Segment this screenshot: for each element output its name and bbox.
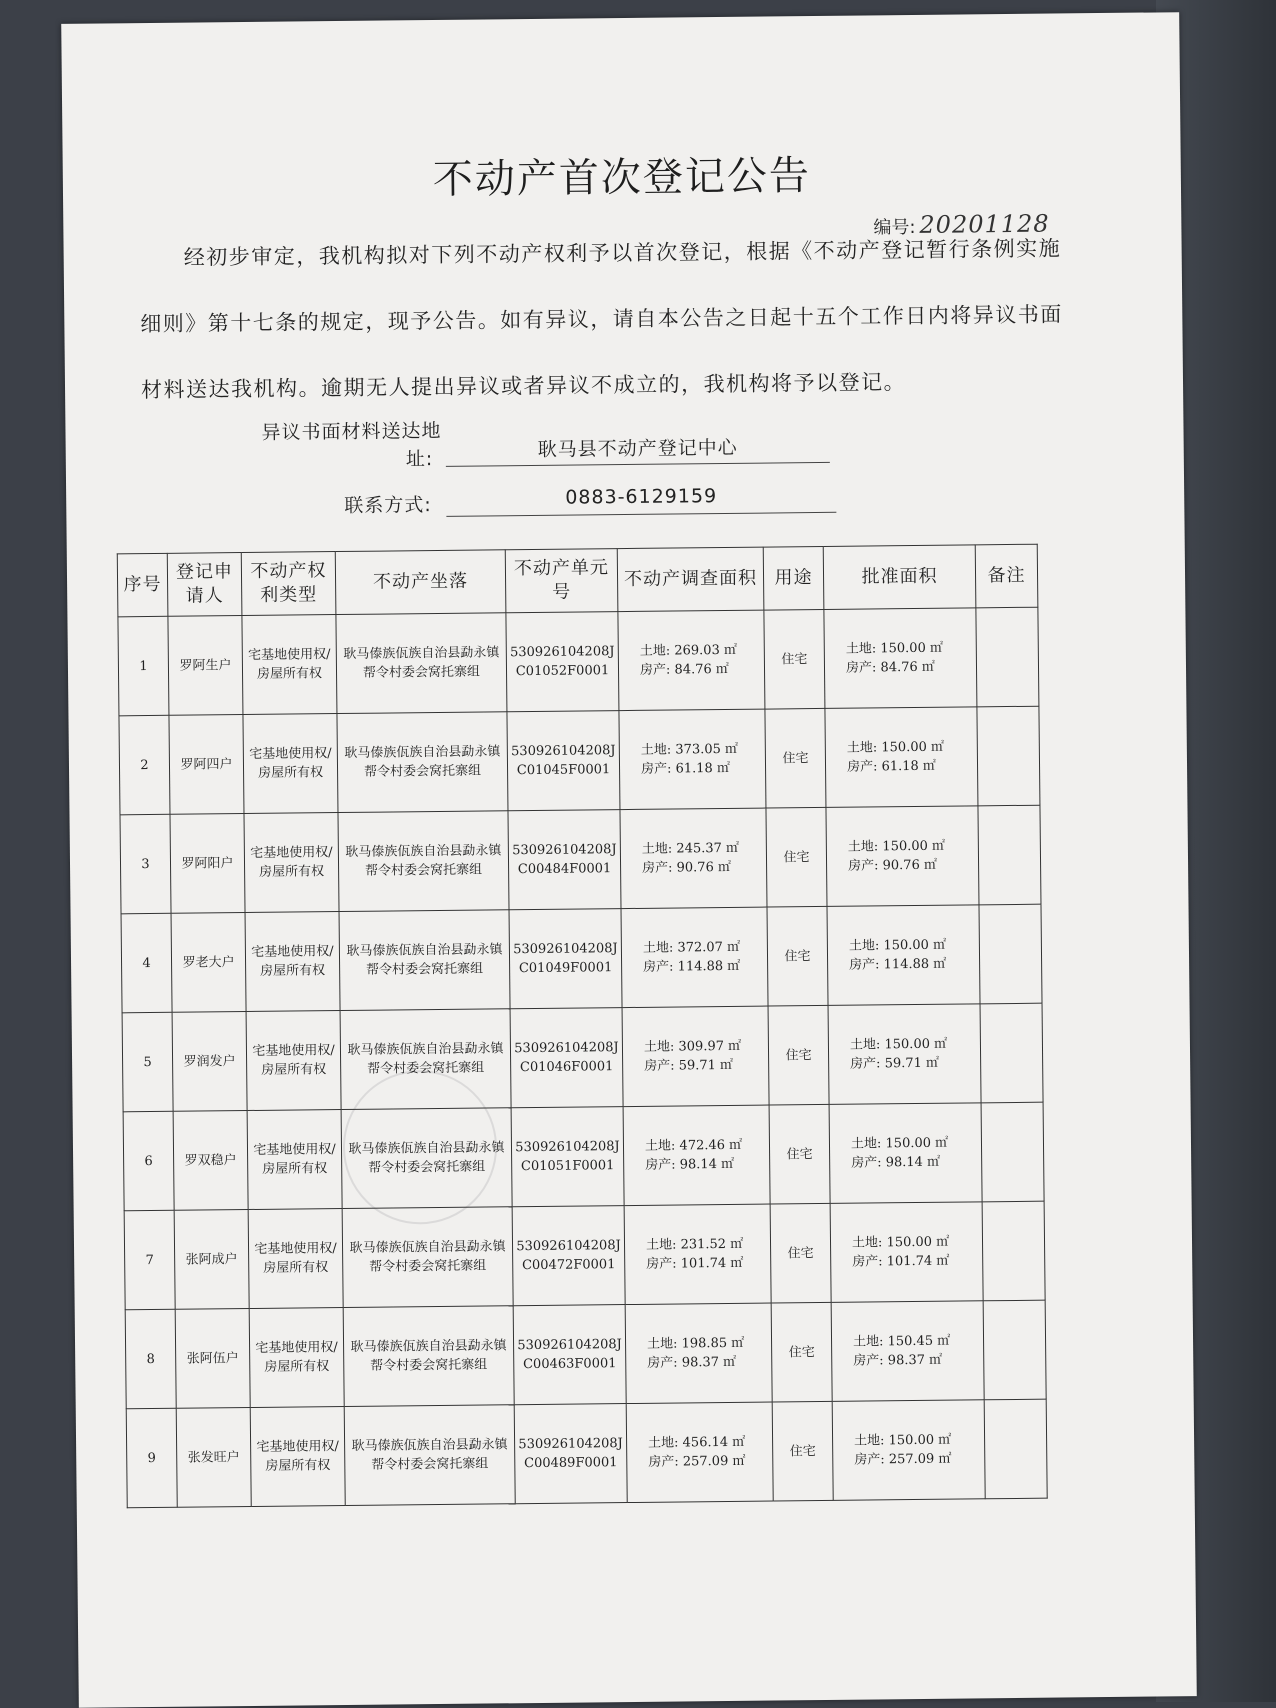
unit-number: 530926104208JC01046F0001 — [510, 1008, 623, 1108]
applicant-name: 罗阿四户 — [169, 715, 244, 815]
survey-land: 土地: 373.05 ㎡ — [640, 741, 739, 758]
unit-number: 530926104208JC01052F0001 — [506, 612, 619, 712]
survey-land: 土地: 245.37 ㎡ — [641, 840, 740, 857]
approved-house: 房产: 90.76 ㎡ — [847, 857, 938, 874]
survey-area — [624, 1204, 771, 1305]
applicant-name: 罗润发户 — [172, 1012, 247, 1112]
usage: 住宅 — [765, 708, 826, 808]
address-value: 耿马县不动产登记中心 — [446, 432, 830, 467]
right-type: 宅基地使用权/房屋所有权 — [250, 1407, 345, 1507]
header-cell: 备注 — [975, 544, 1038, 608]
unit-number: 530926104208JC00484F0001 — [508, 810, 621, 910]
survey-land: 土地: 472.46 ㎡ — [644, 1137, 743, 1154]
property-location: 耿马傣族佤族自治县勐永镇帮令村委会窝托寨组 — [340, 1009, 511, 1110]
property-location: 耿马傣族佤族自治县勐永镇帮令村委会窝托寨组 — [344, 1405, 515, 1506]
right-type: 宅基地使用权/房屋所有权 — [244, 813, 339, 913]
table-row — [121, 904, 1042, 1013]
applicant-name: 罗阿阳户 — [170, 814, 245, 914]
applicant-name: 张阿成户 — [174, 1210, 249, 1310]
survey-area — [621, 907, 768, 1008]
table-row — [122, 1003, 1043, 1112]
table-row — [119, 706, 1040, 815]
survey-house: 房产: 59.71 ㎡ — [644, 1057, 734, 1074]
usage: 住宅 — [766, 807, 827, 907]
contact-value: 0883-6129159 — [446, 484, 836, 517]
property-location: 耿马傣族佤族自治县勐永镇帮令村委会窝托寨组 — [337, 712, 508, 813]
usage: 住宅 — [770, 1203, 831, 1303]
approved-land: 土地: 150.00 ㎡ — [845, 640, 944, 657]
approved-land: 土地: 150.00 ㎡ — [849, 1036, 948, 1053]
usage: 住宅 — [769, 1104, 830, 1204]
registration-table — [117, 544, 1048, 1509]
approved-area — [826, 806, 979, 907]
intro-paragraph — [139, 231, 1121, 439]
survey-land: 土地: 456.14 ㎡ — [648, 1434, 746, 1451]
approved-house: 房产: 84.76 ㎡ — [845, 659, 935, 676]
property-location: 耿马傣族佤族自治县勐永镇帮令村委会窝托寨组 — [339, 910, 510, 1011]
survey-house: 房产: 84.76 ㎡ — [639, 661, 729, 678]
approved-land: 土地: 150.00 ㎡ — [854, 1432, 952, 1449]
approved-house: 房产: 98.14 ㎡ — [851, 1154, 941, 1171]
intro-line: 材料送达我机构。逾期无人提出异议或者异议不成立的，我机构将予以登记。 — [140, 370, 907, 403]
row-number: 6 — [123, 1111, 174, 1211]
right-type: 宅基地使用权/房屋所有权 — [248, 1209, 343, 1309]
applicant-name: 罗阿生户 — [168, 616, 243, 716]
remarks — [981, 1102, 1044, 1202]
survey-house: 房产: 114.88 ㎡ — [643, 958, 741, 975]
usage: 住宅 — [768, 1005, 829, 1105]
right-type: 宅基地使用权/房屋所有权 — [249, 1308, 344, 1408]
row-number: 7 — [124, 1210, 175, 1310]
remarks — [979, 904, 1042, 1004]
usage: 住宅 — [771, 1302, 832, 1402]
property-location: 耿马傣族佤族自治县勐永镇帮令村委会窝托寨组 — [341, 1108, 512, 1209]
row-number: 9 — [126, 1408, 177, 1508]
property-location: 耿马傣族佤族自治县勐永镇帮令村委会窝托寨组 — [343, 1306, 514, 1407]
applicant-name: 张阿伍户 — [175, 1309, 250, 1409]
header-cell: 不动产单元号 — [505, 549, 618, 613]
row-number: 1 — [118, 616, 169, 716]
header-cell: 不动产权利类型 — [241, 552, 336, 616]
approved-house: 房产: 101.74 ㎡ — [852, 1253, 950, 1270]
table-row — [124, 1201, 1045, 1310]
header-cell: 序号 — [117, 553, 168, 617]
approved-land: 土地: 150.00 ㎡ — [847, 838, 946, 855]
applicant-name: 罗双稳户 — [173, 1111, 248, 1211]
approved-land: 土地: 150.00 ㎡ — [846, 739, 945, 756]
approved-house: 房产: 59.71 ㎡ — [850, 1055, 940, 1072]
approved-area — [824, 608, 977, 709]
approved-land: 土地: 150.45 ㎡ — [852, 1333, 951, 1350]
usage: 住宅 — [764, 609, 825, 709]
survey-land: 土地: 372.07 ㎡ — [642, 939, 741, 956]
survey-land: 土地: 198.85 ㎡ — [646, 1335, 745, 1352]
address-label: 异议书面材料送达地 — [261, 419, 442, 444]
unit-number: 530926104208JC01049F0001 — [509, 909, 622, 1009]
survey-area — [619, 709, 766, 810]
remarks — [977, 706, 1040, 806]
approved-house: 房产: 98.37 ㎡ — [853, 1352, 943, 1369]
approved-house: 房产: 61.18 ㎡ — [846, 758, 936, 775]
right-type: 宅基地使用权/房屋所有权 — [247, 1110, 342, 1210]
table-row — [125, 1300, 1046, 1409]
remarks — [980, 1003, 1043, 1103]
usage: 住宅 — [767, 906, 828, 1006]
serial-value: 20201128 — [919, 209, 1050, 239]
property-location: 耿马傣族佤族自治县勐永镇帮令村委会窝托寨组 — [342, 1207, 513, 1308]
right-type: 宅基地使用权/房屋所有权 — [245, 912, 340, 1012]
page-title: 不动产首次登记公告 — [432, 153, 812, 204]
applicant-name: 张发旺户 — [176, 1407, 251, 1507]
row-number: 2 — [119, 715, 170, 815]
survey-house: 房产: 98.14 ㎡ — [645, 1156, 735, 1173]
table-row — [120, 805, 1041, 914]
approved-area — [825, 707, 978, 808]
survey-area — [620, 808, 767, 909]
unit-number: 530926104208JC00472F0001 — [512, 1206, 625, 1306]
remarks — [978, 805, 1041, 905]
survey-house: 房产: 61.18 ㎡ — [640, 760, 731, 777]
right-type: 宅基地使用权/房屋所有权 — [242, 615, 337, 715]
approved-area — [828, 1004, 981, 1105]
survey-house: 房产: 101.74 ㎡ — [646, 1255, 744, 1272]
property-location: 耿马傣族佤族自治县勐永镇帮令村委会窝托寨组 — [336, 613, 507, 714]
survey-area — [622, 1006, 769, 1107]
right-type: 宅基地使用权/房屋所有权 — [243, 714, 338, 814]
survey-area — [618, 610, 765, 711]
row-number: 3 — [120, 814, 171, 914]
intro-line: 经初步审定，我机构拟对下列不动产权利予以首次登记，根据《不动产登记暂行条例实施 — [183, 236, 1062, 270]
survey-house: 房产: 257.09 ㎡ — [648, 1453, 746, 1470]
table-row — [123, 1102, 1044, 1211]
row-number: 5 — [122, 1012, 173, 1112]
right-type: 宅基地使用权/房屋所有权 — [246, 1011, 341, 1111]
unit-number: 530926104208JC00463F0001 — [513, 1305, 626, 1405]
approved-area — [832, 1400, 985, 1501]
remarks — [983, 1300, 1046, 1400]
table-header-row — [117, 544, 1038, 617]
header-cell: 登记申请人 — [167, 553, 242, 617]
approved-house: 房产: 114.88 ㎡ — [849, 956, 947, 973]
approved-house: 房产: 257.09 ㎡ — [854, 1451, 952, 1468]
unit-number: 530926104208JC01051F0001 — [511, 1107, 624, 1207]
table-row — [126, 1399, 1047, 1508]
address-label-cont: 址: — [405, 448, 434, 471]
header-cell: 用途 — [763, 546, 824, 610]
table-row — [118, 607, 1039, 716]
remarks — [976, 607, 1039, 707]
survey-house: 房产: 90.76 ㎡ — [642, 859, 732, 876]
approved-land: 土地: 150.00 ㎡ — [851, 1234, 950, 1251]
row-number: 4 — [121, 913, 172, 1013]
approved-area — [831, 1301, 984, 1402]
remarks — [984, 1399, 1047, 1499]
header-cell: 批准面积 — [823, 545, 976, 610]
survey-land: 土地: 231.52 ㎡ — [645, 1236, 744, 1253]
usage: 住宅 — [772, 1401, 833, 1501]
header-cell: 不动产调查面积 — [617, 547, 764, 612]
approved-area — [830, 1202, 983, 1303]
property-location: 耿马傣族佤族自治县勐永镇帮令村委会窝托寨组 — [338, 811, 509, 912]
approved-area — [827, 905, 980, 1006]
serial-label: 编号: — [873, 216, 916, 239]
approved-land: 土地: 150.00 ㎡ — [850, 1135, 949, 1152]
unit-number: 530926104208JC00489F0001 — [514, 1404, 627, 1504]
survey-area — [623, 1105, 770, 1206]
survey-area — [625, 1303, 772, 1404]
notice-paper — [61, 12, 1197, 1708]
contact-label: 联系方式: — [344, 494, 432, 517]
row-number: 8 — [125, 1309, 176, 1409]
header-cell: 不动产坐落 — [335, 550, 506, 615]
applicant-name: 罗老大户 — [171, 913, 246, 1013]
survey-land: 土地: 269.03 ㎡ — [639, 642, 738, 659]
survey-land: 土地: 309.97 ㎡ — [643, 1038, 742, 1055]
unit-number: 530926104208JC01045F0001 — [507, 711, 620, 811]
intro-line: 细则》第十七条的规定，现予公告。如有异议，请自本公告之日起十五个工作日内将异议书面 — [140, 302, 1063, 337]
approved-area — [829, 1103, 982, 1204]
survey-area — [626, 1402, 773, 1503]
approved-land: 土地: 150.00 ㎡ — [848, 937, 947, 954]
remarks — [982, 1201, 1045, 1301]
survey-house: 房产: 98.37 ㎡ — [647, 1354, 737, 1371]
